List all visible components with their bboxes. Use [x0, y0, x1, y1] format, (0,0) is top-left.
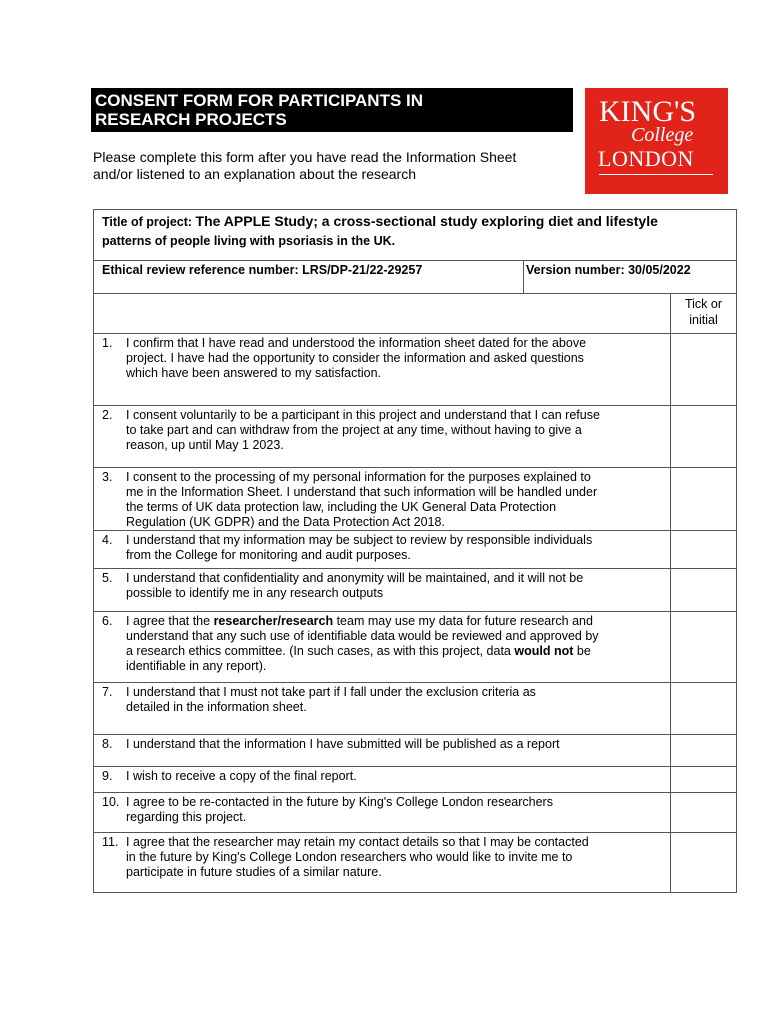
project-title-value: The APPLE Study; a cross-sectional study exploring diet and lifestyle: [195, 213, 658, 229]
project-title-row: [94, 210, 737, 261]
consent-item-text: [126, 470, 664, 530]
logo-line2: College: [631, 124, 694, 146]
consent-item-text-cell: [94, 833, 671, 893]
consent-item-text-cell: [94, 468, 671, 531]
consent-item-bold-text: researcher/research: [213, 614, 334, 628]
consent-item-bold-text: would not: [514, 644, 574, 658]
consent-item-row: [94, 793, 737, 833]
form-title: [91, 88, 573, 132]
consent-item-line: possible to identify me in any research outputs: [126, 586, 384, 600]
consent-item-line: detailed in the information sheet.: [126, 700, 307, 714]
consent-item-text-cell: [94, 767, 671, 793]
consent-item-text-cell: [94, 569, 671, 612]
consent-item-line: in the future by King's College London researchers who would like to invite me to: [126, 850, 573, 864]
tick-or-initial-box[interactable]: [671, 468, 737, 531]
consent-item-text-part: identifiable in any report).: [126, 659, 267, 673]
consent-item-text-part: team may use my data for future research and: [333, 614, 593, 628]
consent-item-line: from the College for monitoring and audit purposes.: [126, 548, 411, 562]
consent-item-number: 2.: [102, 408, 113, 422]
tick-or-initial-box[interactable]: [671, 406, 737, 468]
tick-header-row: [94, 294, 737, 334]
consent-item-line: which have been answered to my satisfaction.: [126, 366, 381, 380]
consent-item-text-cell: [94, 735, 671, 767]
consent-item-number: 7.: [102, 685, 113, 699]
consent-item-row: [94, 767, 737, 793]
consent-item-text: [126, 571, 664, 601]
consent-item-text: [126, 336, 664, 381]
version-cell: Version number: 30/05/2022: [524, 261, 737, 294]
tick-or-initial-box[interactable]: [671, 683, 737, 735]
consent-item-number: 11.: [102, 835, 119, 849]
consent-item-line: the terms of UK data protection law, including the UK General Data Protection: [126, 500, 557, 514]
consent-item-row: [94, 833, 737, 893]
intro-text: [93, 149, 583, 183]
tick-or-initial-box[interactable]: [671, 767, 737, 793]
consent-item-text: [126, 614, 664, 674]
tick-or-initial-box[interactable]: [671, 612, 737, 683]
consent-item-number: 8.: [102, 737, 113, 751]
consent-item-line: me in the Information Sheet. I understand that such information will be handled under: [126, 485, 598, 499]
consent-item-line: I agree that the researcher may retain my contact details so that I may be contacted: [126, 835, 589, 849]
consent-item-text-part: I agree that the: [126, 614, 214, 628]
consent-item-text-part: a research ethics committee. (In such cases, as with this project, data: [126, 644, 515, 658]
consent-item-text-cell: [94, 406, 671, 468]
consent-item-line: participate in future studies of a similar nature.: [126, 865, 382, 879]
consent-item-number: 3.: [102, 470, 113, 484]
consent-item-text-cell: [94, 334, 671, 406]
tick-or-initial-box[interactable]: [671, 334, 737, 406]
consent-item-text: [126, 795, 664, 825]
consent-item-row: [94, 683, 737, 735]
consent-item-text: [126, 835, 664, 880]
kings-college-logo: [585, 88, 728, 194]
form-title-line1: CONSENT FORM FOR PARTICIPANTS IN: [95, 91, 424, 110]
consent-item-text: [126, 737, 664, 752]
consent-item-number: 5.: [102, 571, 113, 585]
consent-item-number: 6.: [102, 614, 113, 628]
project-title-value-2: patterns of people living with psoriasis in the UK.: [102, 234, 396, 248]
consent-item-text-cell: [94, 683, 671, 735]
tick-header-blank: [94, 294, 671, 334]
consent-item-line: regarding this project.: [126, 810, 247, 824]
consent-item-text: [126, 533, 664, 563]
consent-item-line: I understand that my information may be subject to review by responsible individuals: [126, 533, 593, 547]
tick-header-line2: initial: [689, 313, 718, 327]
tick-header-line1: Tick or: [684, 297, 723, 311]
consent-item-row: [94, 334, 737, 406]
consent-item-row: [94, 406, 737, 468]
consent-item-number: 1.: [102, 336, 113, 350]
consent-item-line: reason, up until May 1 2023.: [126, 438, 284, 452]
consent-item-line: to take part and can withdraw from the project at any time, without having to give a: [126, 423, 582, 437]
consent-item-line: Regulation (UK GDPR) and the Data Protection Act 2018.: [126, 515, 445, 529]
intro-line2: and/or listened to an explanation about the research: [93, 166, 417, 182]
form-title-line2: RESEARCH PROJECTS: [95, 110, 287, 129]
consent-item-number: 10.: [102, 795, 120, 809]
consent-item-line: I consent to the processing of my personal information for the purposes explained to: [126, 470, 591, 484]
tick-or-initial-box[interactable]: [671, 793, 737, 833]
consent-item-line: I confirm that I have read and understood the information sheet dated for the above: [126, 336, 587, 350]
consent-item-number: 9.: [102, 769, 113, 783]
tick-or-initial-box[interactable]: [671, 569, 737, 612]
logo-line3: LONDON: [598, 146, 694, 171]
intro-line1: Please complete this form after you have read the Information Sheet: [93, 149, 517, 165]
ethical-ref-cell: Ethical review reference number: LRS/DP-21/22-29257: [94, 261, 524, 294]
consent-table: [93, 209, 737, 893]
consent-item-text-cell: [94, 612, 671, 683]
consent-item-row: [94, 531, 737, 569]
project-title-cell: [94, 210, 737, 261]
consent-item-row: [94, 569, 737, 612]
consent-item-text: [126, 685, 664, 715]
consent-item-row: [94, 735, 737, 767]
logo-underline: [599, 174, 713, 175]
consent-item-row: [94, 468, 737, 531]
consent-item-text-part: understand that any such use of identifiable data would be reviewed and approved by: [126, 629, 599, 643]
consent-item-line: I wish to receive a copy of the final report.: [126, 769, 357, 783]
tick-or-initial-box[interactable]: [671, 833, 737, 893]
consent-item-line: I consent voluntarily to be a participant in this project and understand that I can refuse: [126, 408, 600, 422]
consent-item-text-cell: [94, 531, 671, 569]
project-title-label: Title of project:: [102, 215, 196, 229]
consent-item-text: [126, 408, 664, 453]
consent-item-line: project. I have had the opportunity to consider the information and asked questions: [126, 351, 584, 365]
consent-item-text: [126, 769, 664, 784]
consent-item-line: I understand that confidentiality and anonymity will be maintained, and it will not be: [126, 571, 584, 585]
tick-or-initial-box[interactable]: [671, 531, 737, 569]
logo-line1: KING'S: [599, 95, 697, 128]
consent-item-row: [94, 612, 737, 683]
ethics-row: [94, 261, 737, 294]
consent-item-line: I agree to be re-contacted in the future by King's College London researchers: [126, 795, 553, 809]
tick-or-initial-box[interactable]: [671, 735, 737, 767]
tick-header-cell: [671, 294, 737, 334]
consent-item-line: I understand that the information I have submitted will be published as a report: [126, 737, 560, 751]
consent-item-text-part: be: [573, 644, 591, 658]
consent-item-number: 4.: [102, 533, 113, 547]
consent-item-line: I understand that I must not take part if I fall under the exclusion criteria as: [126, 685, 536, 699]
consent-item-text-cell: [94, 793, 671, 833]
